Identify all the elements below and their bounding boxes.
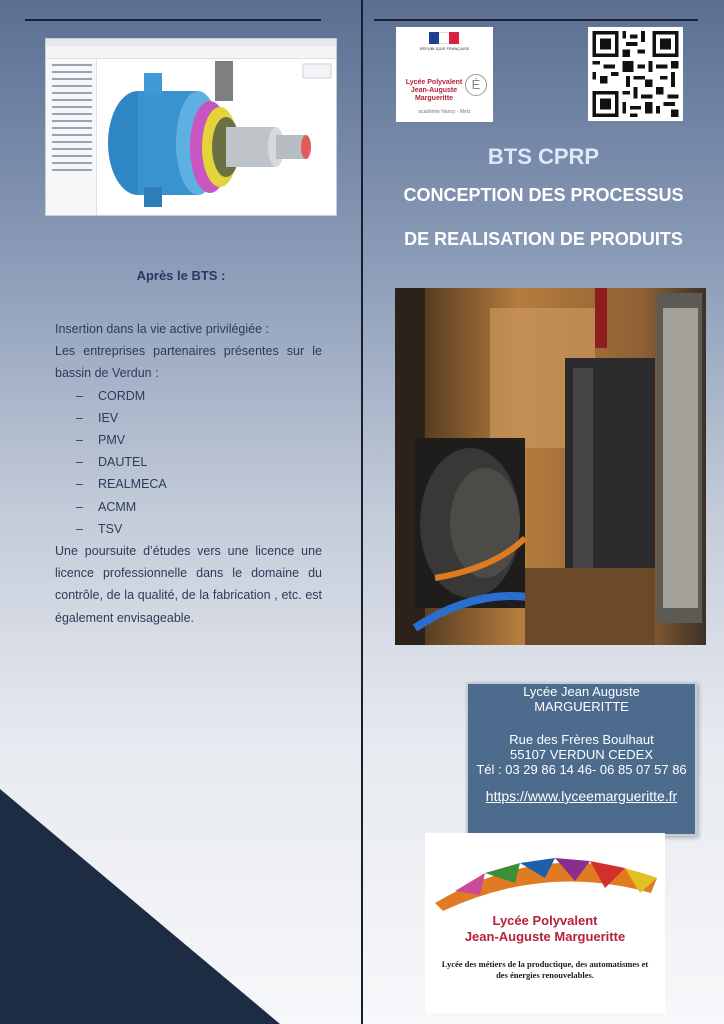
republic-label: RÉPUBLIQUE FRANÇAISE	[419, 46, 470, 51]
list-item: – CORDM	[76, 388, 146, 403]
french-flag-icon	[429, 32, 459, 44]
list-item: – PMV	[76, 433, 126, 448]
right-top-rule	[374, 19, 698, 21]
lycee-logo-small	[396, 27, 493, 122]
intro-line-1: Insertion dans la vie active privilégiée :	[55, 322, 270, 336]
intro-line-2: Les entreprises partenaires présentes sur le bassin de Verdun :	[55, 344, 322, 381]
cad-feature-tree	[46, 59, 97, 215]
contact-street: Rue des Frères Boulhaut	[509, 732, 654, 747]
subtitle-line-1: CONCEPTION DES PROCESSUS	[403, 185, 684, 205]
lathe-chuck-3d-model	[98, 61, 334, 213]
website-link[interactable]: https://www.lyceemargueritte.fr	[485, 788, 678, 804]
e-badge-icon: É	[465, 74, 487, 96]
school-tagline: Lycée des métiers de la productique, des automatismes et des énergies renouvelables.	[441, 959, 649, 980]
list-item: – REALMECA	[76, 477, 167, 492]
outro-paragraph: Une poursuite d’études vers une licence une licence professionnelle dans le domaine du contrôle, de la qualité, de la fabrication , etc. est également envisageable.	[55, 544, 322, 625]
cad-toolbar	[46, 46, 336, 59]
list-item: – DAUTEL	[76, 455, 148, 470]
qr-code[interactable]	[588, 27, 683, 121]
subtitle-line-2: DE REALISATION DE PRODUITS	[404, 229, 683, 249]
left-top-rule	[25, 19, 321, 21]
company-list	[55, 385, 322, 540]
contact-box	[466, 682, 697, 836]
list-item: – IEV	[76, 410, 119, 425]
lycee-logo-large	[425, 833, 665, 1013]
school-name-small: Lycée Polyvalent Jean-Auguste Margueritte	[405, 79, 463, 102]
after-bts-heading: Après le BTS :	[136, 268, 226, 283]
main-title: BTS CPRP	[487, 144, 600, 169]
list-item: – TSV	[76, 521, 123, 536]
academy-label: académie Nancy - Metz	[418, 109, 471, 115]
machine-tool-photo	[395, 288, 706, 645]
colorful-arc-icon	[425, 833, 665, 913]
contact-phone: Tél : 03 29 86 14 46- 06 85 07 57 86	[476, 762, 687, 777]
contact-city: 55107 VERDUN CEDEX	[509, 747, 654, 762]
list-item: – ACMM	[76, 499, 137, 514]
school-name-large: Lycée Polyvalent Jean-Auguste Margueritte	[464, 913, 626, 944]
cad-software-screenshot	[45, 38, 337, 216]
contact-name: Lycée Jean Auguste MARGUERITTE	[523, 684, 640, 714]
left-body-text	[55, 318, 322, 629]
